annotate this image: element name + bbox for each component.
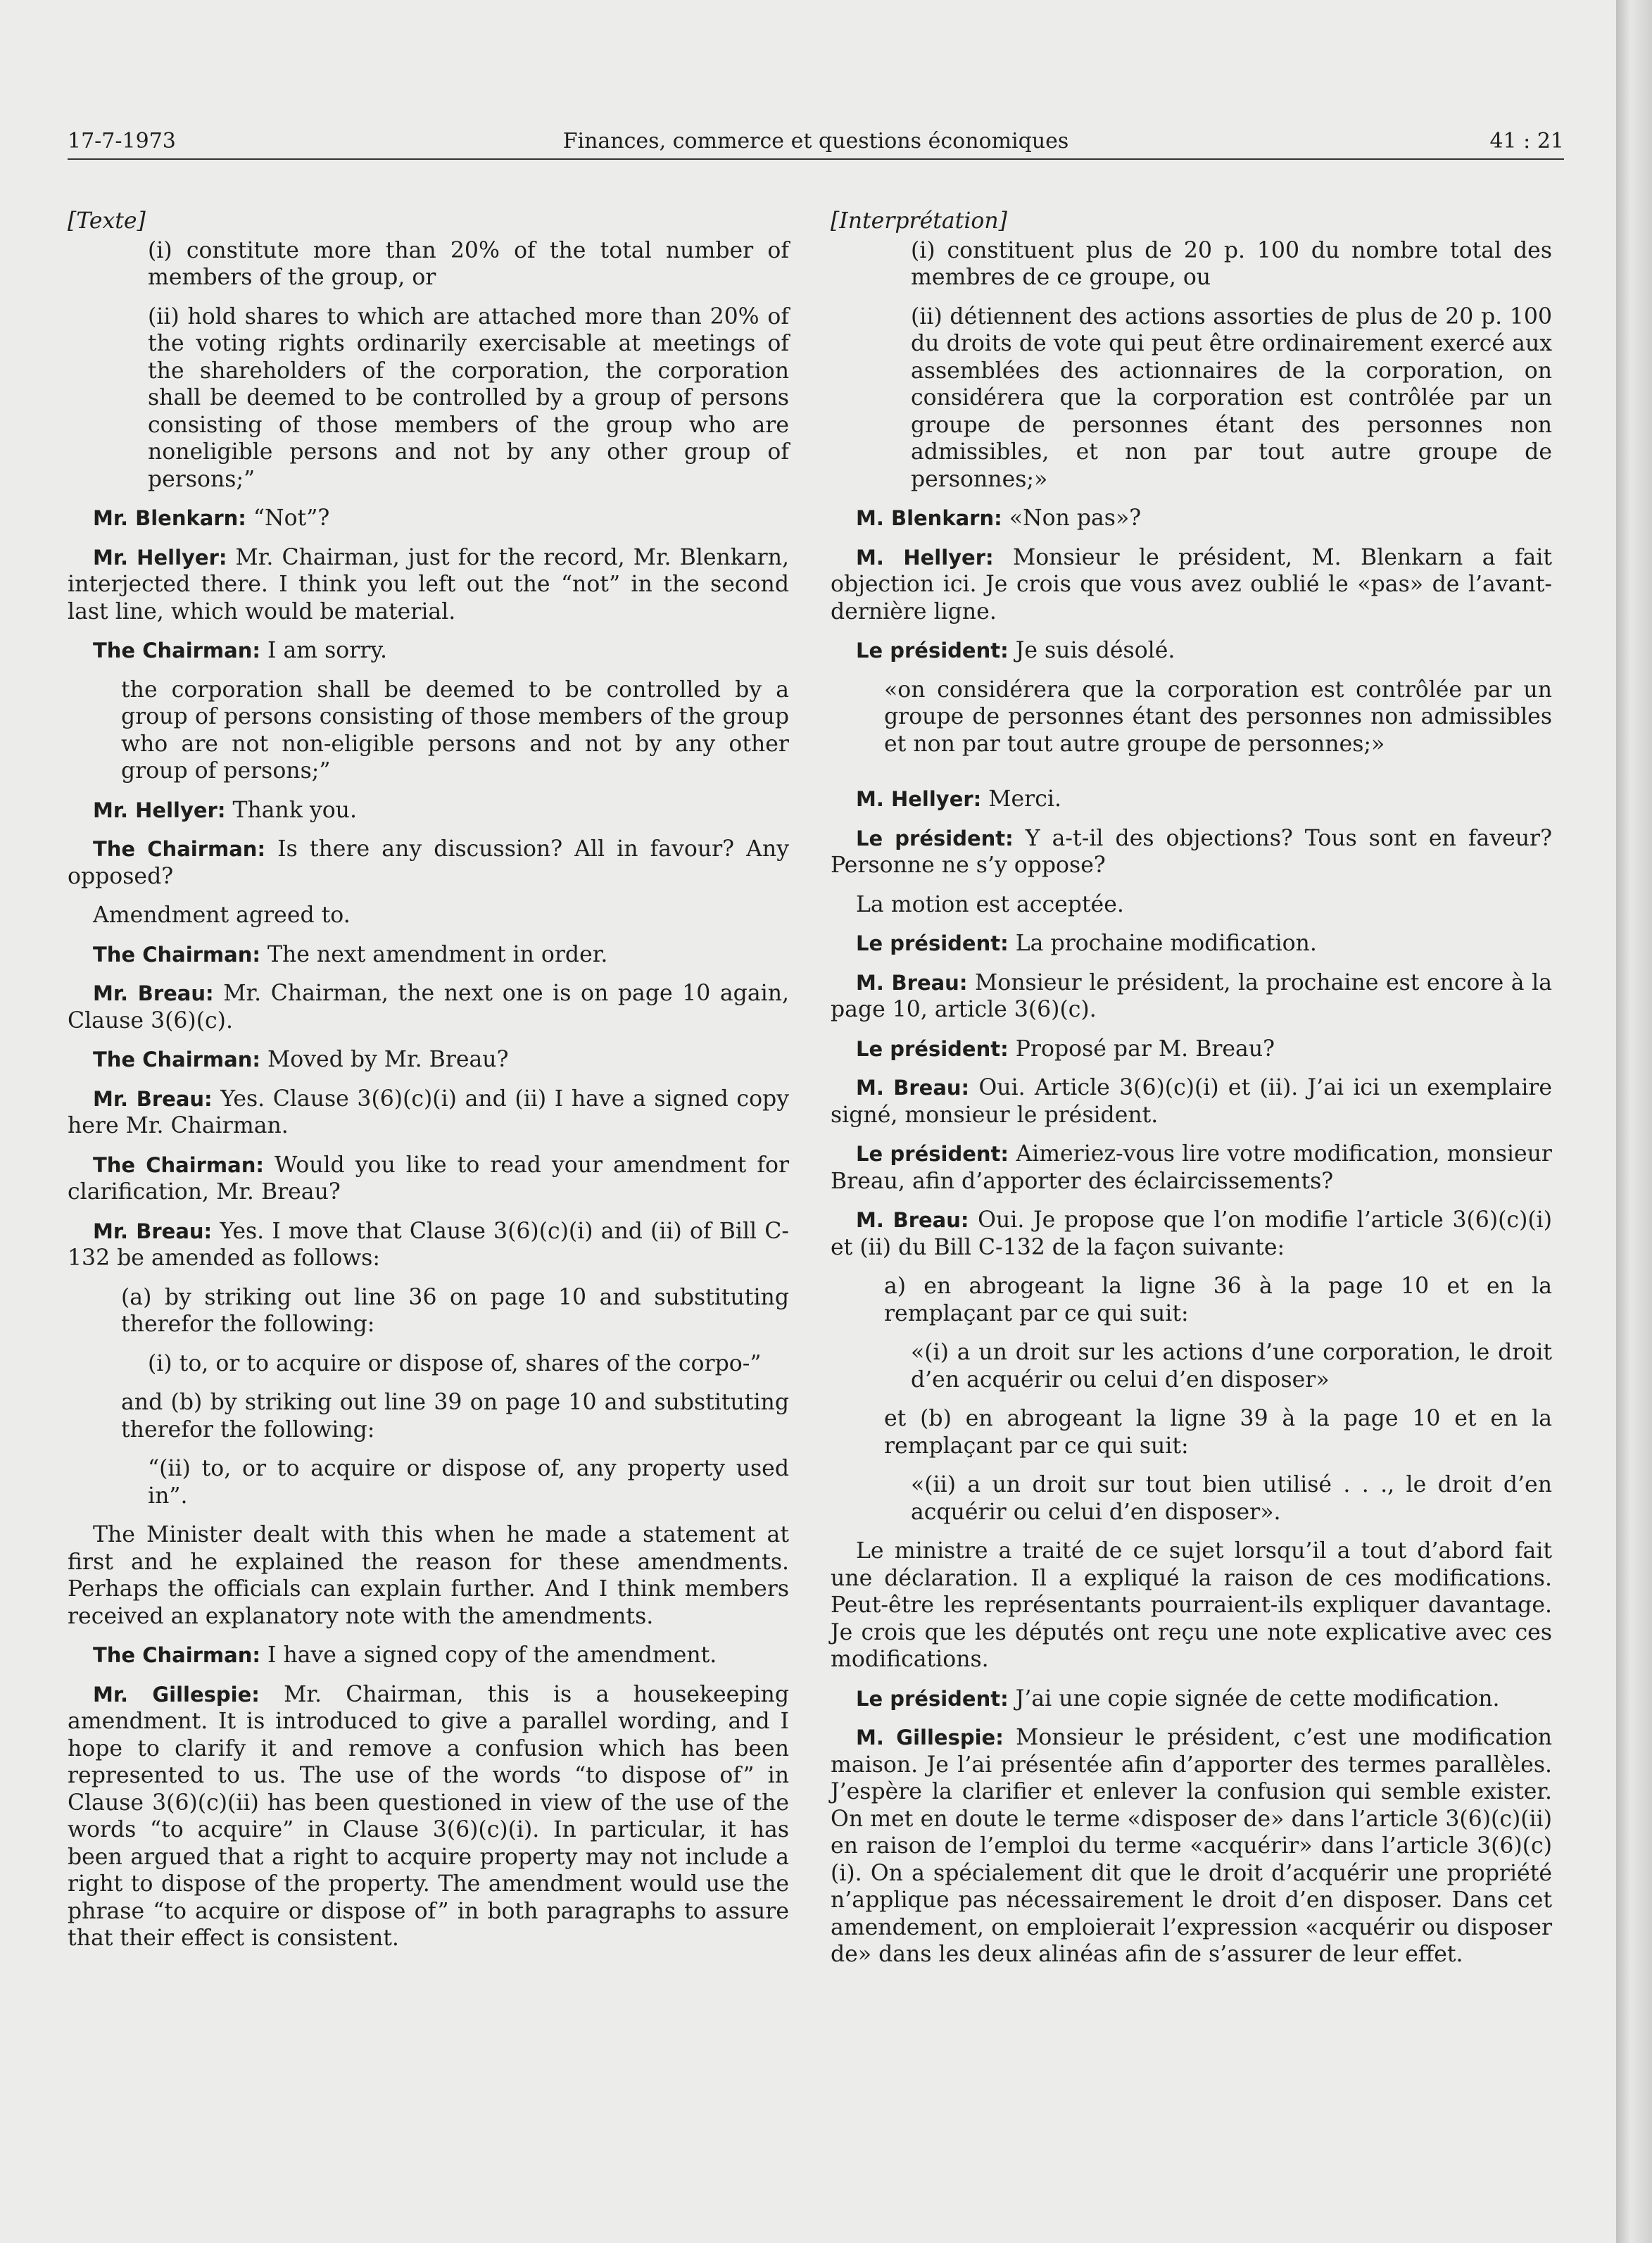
paragraph [121, 1389, 789, 1443]
paragraph-text: Thank you. [232, 797, 357, 823]
paragraph [911, 303, 1552, 494]
speaker: Mr. Breau: [93, 981, 214, 1005]
speaker: Le président: [856, 1686, 1009, 1711]
paragraph-text: Le ministre a traité de ce sujet lorsqu’il a tout d’abord fait une déclaration. Il a expliqué la raison de ces modifications. Peut-être les représentants pourraient-ils expliquer davantage. Je crois que les députés ont reçu une note explicative avec ces modifications. [831, 1538, 1552, 1672]
speaker: The Chairman: [93, 1048, 260, 1072]
paragraph-text: La motion est acceptée. [856, 891, 1124, 917]
speaker: Le président: [856, 639, 1009, 662]
speaker: M. Breau: [856, 1076, 970, 1100]
paragraph [148, 303, 789, 494]
paragraph-text: Mr. Chairman, this is a housekeeping amendment. It is introduced to give a parallel wording, and I hope to clarify it and remove a confusion which has been represented to us. The use of the words “to dispose of” in Clause 3(6)(c)(ii) has been questioned in view of the use of the words “to acquire” in Clause 3(6)(c)(i). In particular, it has been argued that a right to acquire property may not include a right to dispose of the property. The amendment would use the phrase “to acquire or dispose of” in both paragraphs to assure that their effect is consistent. [68, 1681, 789, 1951]
paragraph-text: (i) to, or to acquire or dispose of, shares of the corpo-” [148, 1350, 762, 1376]
header-title: Finances, commerce et questions économiques [562, 129, 1069, 153]
paragraph [911, 1339, 1552, 1393]
speaker: Le président: [856, 1142, 1009, 1166]
header-rule [68, 158, 1564, 160]
paragraph-text: “(ii) to, or to acquire or dispose of, any property used in”. [148, 1456, 789, 1509]
paragraph-text: Moved by Mr. Breau? [267, 1047, 509, 1072]
paragraph-text: Is there any discussion? All in favour? Any opposed? [68, 836, 790, 889]
paragraph-text: “Not”? [253, 505, 330, 531]
paragraph [148, 1350, 789, 1378]
paragraph [68, 544, 789, 626]
paragraph-text: Oui. Article 3(6)(c)(i) et (ii). J’ai ici un exemplaire signé, monsieur le président. [831, 1075, 1552, 1128]
running-header [68, 127, 1564, 158]
paragraph-text: Monsieur le président, c’est une modification maison. Je l’ai présentée afin d’apporter des termes parallèles. J’espère la clarifier et enlever la confusion qui semble exister. On met en doute le terme «disposer de» dans l’article 3(6)(c)(ii) en raison de l’emploi du terme «acquérir» dans l’article 3(6)(c)(i). On a spécialement dit que le droit d’acquérir une propriété n’applique pas nécessairement le droit d’en disposer. Dans cet amendement, on emploierait l’expression «acquérir ou disposer de» dans les deux alinéas afin de s’assurer de leur effet. [831, 1725, 1552, 1967]
paragraph [831, 891, 1552, 919]
paragraph [831, 825, 1552, 879]
paragraph-text: (i) constituent plus de 20 p. 100 du nombre total des membres de ce groupe, ou [911, 237, 1552, 290]
paragraph-text: Monsieur le président, M. Blenkarn a fait objection ici. Je crois que vous avez oublié le «pas» de l’avant-dernière ligne. [831, 544, 1552, 624]
speaker: Mr. Hellyer: [93, 545, 227, 570]
paragraph [148, 1455, 789, 1509]
paragraph-text: Y a-t-il des objections? Tous sont en faveur? Personne ne s’y oppose? [831, 825, 1552, 878]
paragraph-text: Mr. Chairman, the next one is on page 10 again, Clause 3(6)(c). [68, 981, 790, 1033]
paragraph-text: La prochaine modification. [1015, 931, 1317, 956]
page-edge [1616, 0, 1652, 2243]
paragraph-text: the corporation shall be deemed to be controlled by a group of persons consisting of those members of the group who are not non-eligible persons and not by any other group of persons;” [121, 677, 789, 784]
speaker: M. Breau: [856, 1208, 969, 1232]
paragraph [121, 1284, 789, 1338]
paragraph-text: a) en abrogeant la ligne 36 à la page 10 et en la remplaçant par ce qui suit: [884, 1274, 1552, 1326]
speaker: Mr. Blenkarn: [93, 506, 246, 530]
speaker: The Chairman: [93, 639, 260, 662]
speaker: M. Hellyer: [856, 787, 982, 811]
paragraph [68, 1681, 789, 1952]
paragraph-text: «(i) a un droit sur les actions d’une corporation, le droit d’en acquérir ou celui d’en disposer» [911, 1340, 1552, 1393]
paragraph-text: Je suis désolé. [1015, 638, 1175, 663]
section-label: [Texte] [68, 208, 146, 234]
paragraph [831, 1538, 1552, 1673]
paragraph-text: Proposé par M. Breau? [1015, 1036, 1275, 1062]
paragraph [831, 1036, 1552, 1063]
paragraph [68, 1642, 789, 1669]
speaker: M. Gillespie: [856, 1726, 1004, 1749]
paragraph-text: Merci. [988, 786, 1061, 812]
speaker: Le président: [856, 1036, 1009, 1061]
paragraph [831, 1074, 1552, 1129]
english-column [68, 208, 789, 1964]
speaker: The Chairman: [93, 942, 260, 967]
paragraph-text: (a) by striking out line 36 on page 10 and substituting therefor the following: [121, 1284, 789, 1337]
paragraph [68, 902, 789, 929]
paragraph-text: I have a signed copy of the amendment. [267, 1642, 717, 1668]
paragraph-text: «Non pas»? [1009, 505, 1142, 531]
paragraph-text: et (b) en abrogeant la ligne 39 à la page 10 et en la remplaçant par ce qui suit: [884, 1406, 1552, 1459]
paragraph [831, 1724, 1552, 1968]
paragraph-text: J’ai une copie signée de cette modification. [1015, 1685, 1500, 1711]
paragraph-text: Yes. Clause 3(6)(c)(i) and (ii) I have a signed copy here Mr. Chairman. [68, 1086, 790, 1138]
paragraph-text: (ii) détiennent des actions assorties de plus de 20 p. 100 du droits de vote qui peut être ordinairement exercé aux assemblées des actionnaires de la corporation, on considérera que la corporation est contrôlée par un groupe de personnes étant des personnes non admissibles, et non par tout autre groupe de personnes;» [911, 303, 1552, 492]
paragraph-text: Would you like to read your amendment for clarification, Mr. Breau? [68, 1152, 789, 1205]
paragraph-text: and (b) by striking out line 39 on page 10 and substituting therefor the following: [121, 1390, 789, 1443]
paragraph [68, 980, 789, 1034]
speaker: M. Hellyer: [856, 545, 994, 570]
paragraph [884, 1273, 1552, 1327]
paragraph [831, 1207, 1552, 1261]
paragraph [884, 1405, 1552, 1459]
paragraph [68, 836, 789, 890]
paragraph [121, 677, 789, 785]
paragraph-text: (ii) hold shares to which are attached more than 20% of the voting rights ordinarily exercisable at meetings of the shareholders of the corporation, the corporation shall be deemed to be controlled by a group of persons consisting of those members of the group who are noneligible persons and not by any other group of persons;” [148, 303, 789, 492]
speaker: Le président: [856, 931, 1009, 955]
paragraph-text: «on considérera que la corporation est contrôlée par un groupe de personnes étant des personnes non admissibles et non par tout autre groupe de personnes;» [884, 677, 1552, 757]
speaker: The Chairman: [93, 837, 266, 861]
paragraph [831, 786, 1552, 813]
paragraph [831, 1685, 1552, 1713]
paragraph [68, 1152, 789, 1206]
paragraph [68, 941, 789, 969]
speaker: Le président: [856, 826, 1014, 850]
paragraph [831, 505, 1552, 532]
speaker: The Chairman: [93, 1152, 264, 1177]
paragraph [831, 1141, 1552, 1195]
speaker: The Chairman: [93, 1643, 260, 1667]
french-column [831, 208, 1552, 1980]
paragraph-text: Monsieur le président, la prochaine est encore à la page 10, article 3(6)(c). [831, 969, 1552, 1022]
section-label: [Interprétation] [831, 208, 1007, 234]
paragraph-text: Oui. Je propose que l’on modifie l’article 3(6)(c)(i) et (ii) du Bill C-132 de la façon suivante: [831, 1207, 1553, 1260]
paragraph [911, 237, 1552, 291]
paragraph-text: I am sorry. [267, 638, 387, 663]
header-date: 17-7-1973 [68, 129, 176, 153]
paragraph-text: Amendment agreed to. [93, 903, 351, 928]
speaker: M. Breau: [856, 970, 968, 995]
paragraph [884, 677, 1552, 758]
paragraph-text: Aimeriez-vous lire votre modification, monsieur Breau, afin d’apporter des éclaircissements? [831, 1141, 1552, 1194]
paragraph [831, 637, 1552, 665]
paragraph [68, 637, 789, 665]
paragraph-text: «(ii) a un droit sur tout bien utilisé . . ., le droit d’en acquérir ou celui d’en disposer». [911, 1472, 1552, 1525]
speaker: Mr. Breau: [93, 1219, 213, 1243]
paragraph-text: The Minister dealt with this when he made a statement at first and he explained the reason for these amendments. Perhaps the officials can explain further. And I think members received an explanatory note with the amendments. [68, 1522, 789, 1629]
header-page-number: 41 : 21 [1489, 129, 1564, 153]
paragraph [911, 1471, 1552, 1526]
paragraph-text: The next amendment in order. [267, 941, 608, 967]
speaker: Mr. Gillespie: [93, 1682, 260, 1707]
paragraph [68, 505, 789, 532]
paragraph [148, 237, 789, 291]
paragraph [831, 969, 1552, 1024]
paragraph [68, 1046, 789, 1074]
paragraph [68, 797, 789, 824]
paragraph [831, 544, 1552, 626]
paragraph [831, 930, 1552, 957]
paragraph [68, 1521, 789, 1630]
speaker: M. Blenkarn: [856, 506, 1002, 530]
paragraph [68, 1218, 789, 1272]
paragraph-text: (i) constitute more than 20% of the total number of members of the group, or [148, 237, 789, 290]
speaker: Mr. Hellyer: [93, 798, 226, 822]
speaker: Mr. Breau: [93, 1086, 213, 1111]
paragraph-text: Mr. Chairman, just for the record, Mr. Blenkarn, interjected there. I think you left out the “not” in the second last line, which would be material. [68, 544, 789, 624]
paragraph [68, 1086, 789, 1140]
paragraph-text: Yes. I move that Clause 3(6)(c)(i) and (ii) of Bill C-132 be amended as follows: [68, 1218, 790, 1271]
